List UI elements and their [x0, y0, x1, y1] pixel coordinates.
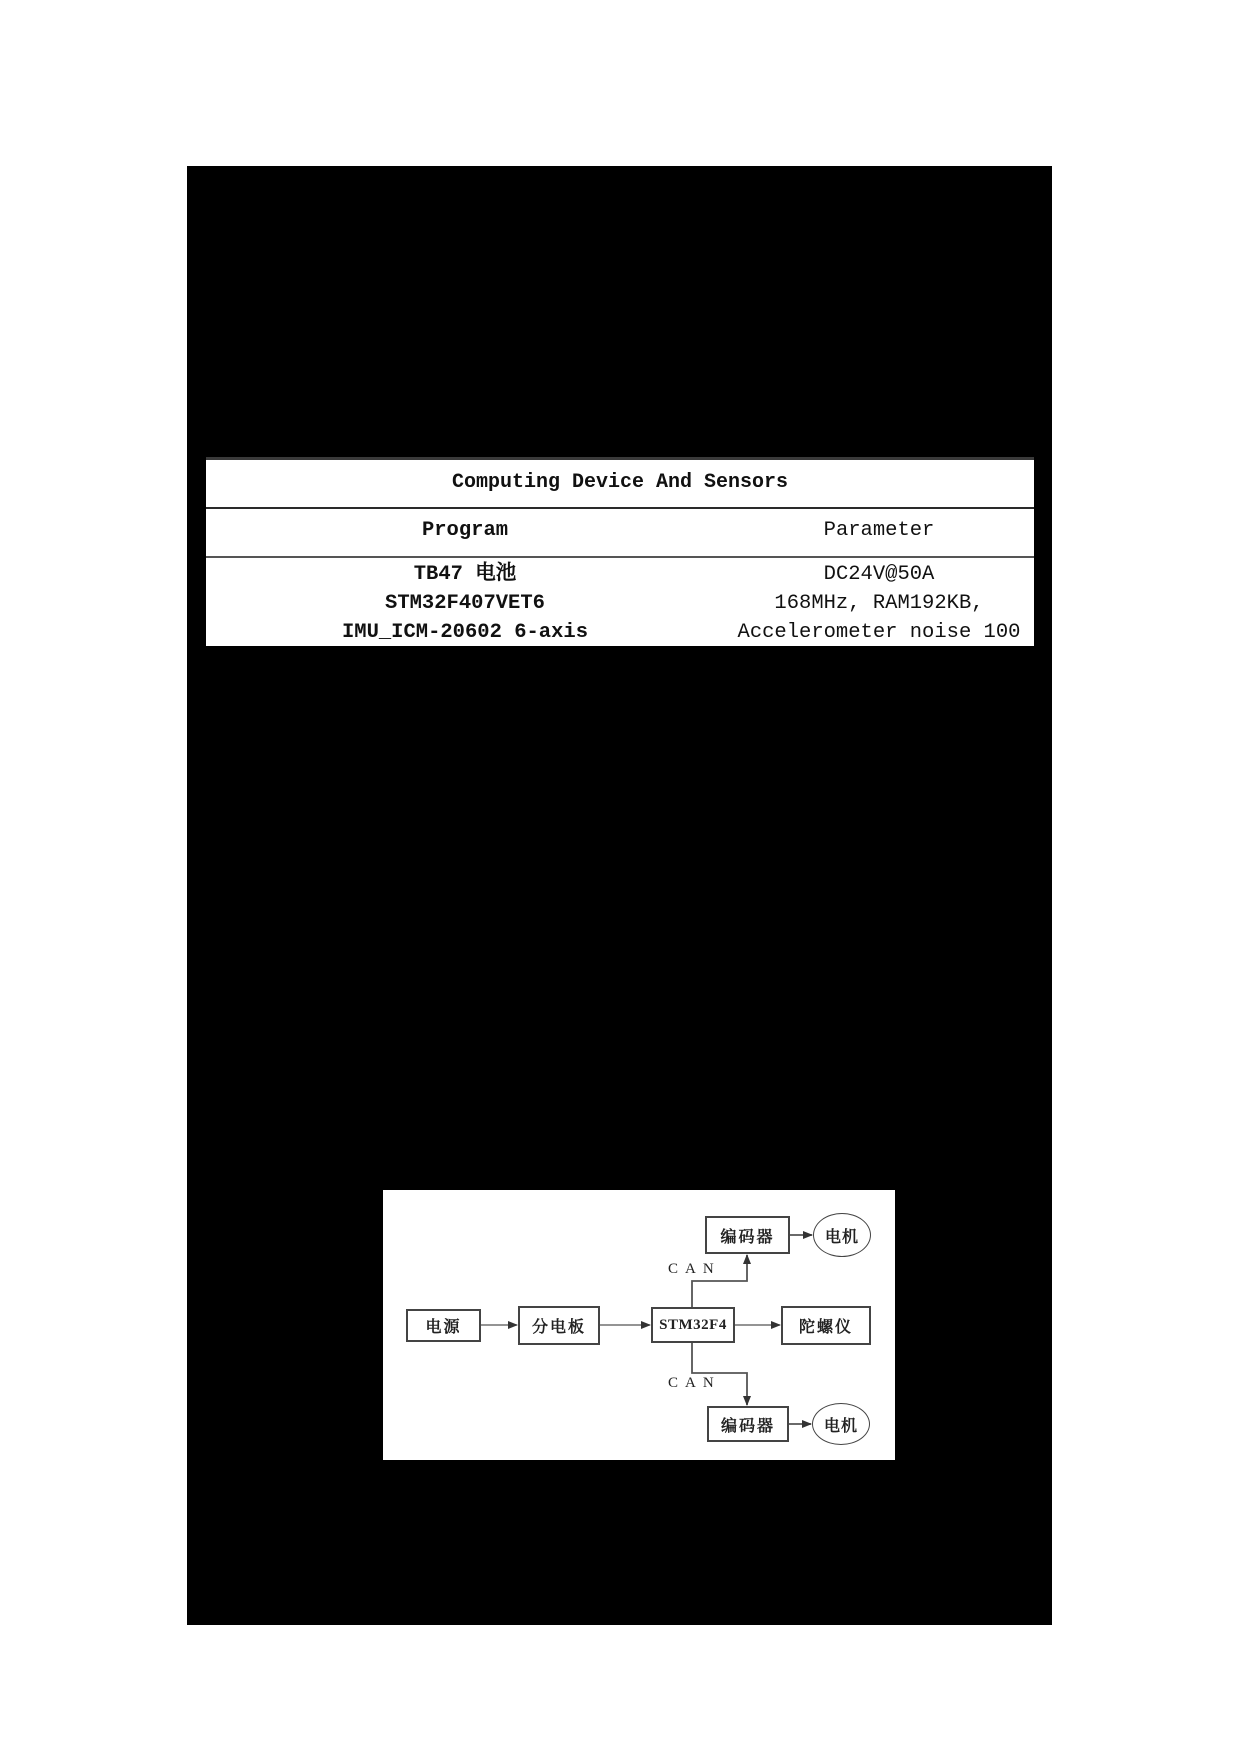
edge-label-can-bottom: CAN: [668, 1375, 721, 1391]
table-cell-program: STM32F407VET6: [385, 592, 545, 615]
parameter-column: [724, 560, 1034, 647]
table-title: Computing Device And Sensors: [206, 460, 1034, 509]
table-cell-program: IMU_ICM-20602 6-axis: [341, 621, 589, 644]
table-cell-program: TB47 电池: [413, 563, 517, 586]
spec-table: [206, 457, 1034, 646]
table-cell-parameter: DC24V@50A: [823, 563, 935, 586]
arrow-mcu-to-encoder-bottom: [692, 1343, 747, 1405]
table-body: [206, 558, 1034, 647]
node-power: 电源: [406, 1309, 481, 1342]
edge-label-can-top: CAN: [668, 1261, 721, 1277]
node-mcu: STM32F4: [651, 1307, 735, 1343]
column-header-parameter: Parameter: [823, 519, 935, 542]
node-encoder-bottom: 编码器: [707, 1406, 789, 1442]
table-cell-parameter: 168MHz, RAM192KB,: [774, 592, 984, 615]
system-block-diagram: [383, 1190, 895, 1460]
node-distribution-board: 分电板: [518, 1306, 600, 1345]
node-motor-bottom: 电机: [812, 1403, 870, 1445]
node-motor-top: 电机: [813, 1213, 871, 1257]
node-encoder-top: 编码器: [705, 1216, 790, 1254]
column-header-program: Program: [421, 519, 509, 542]
table-header-row: [206, 509, 1034, 558]
node-gyroscope: 陀螺仪: [781, 1306, 871, 1345]
program-column: [206, 560, 724, 647]
table-cell-parameter: Accelerometer noise 100: [737, 621, 1021, 644]
